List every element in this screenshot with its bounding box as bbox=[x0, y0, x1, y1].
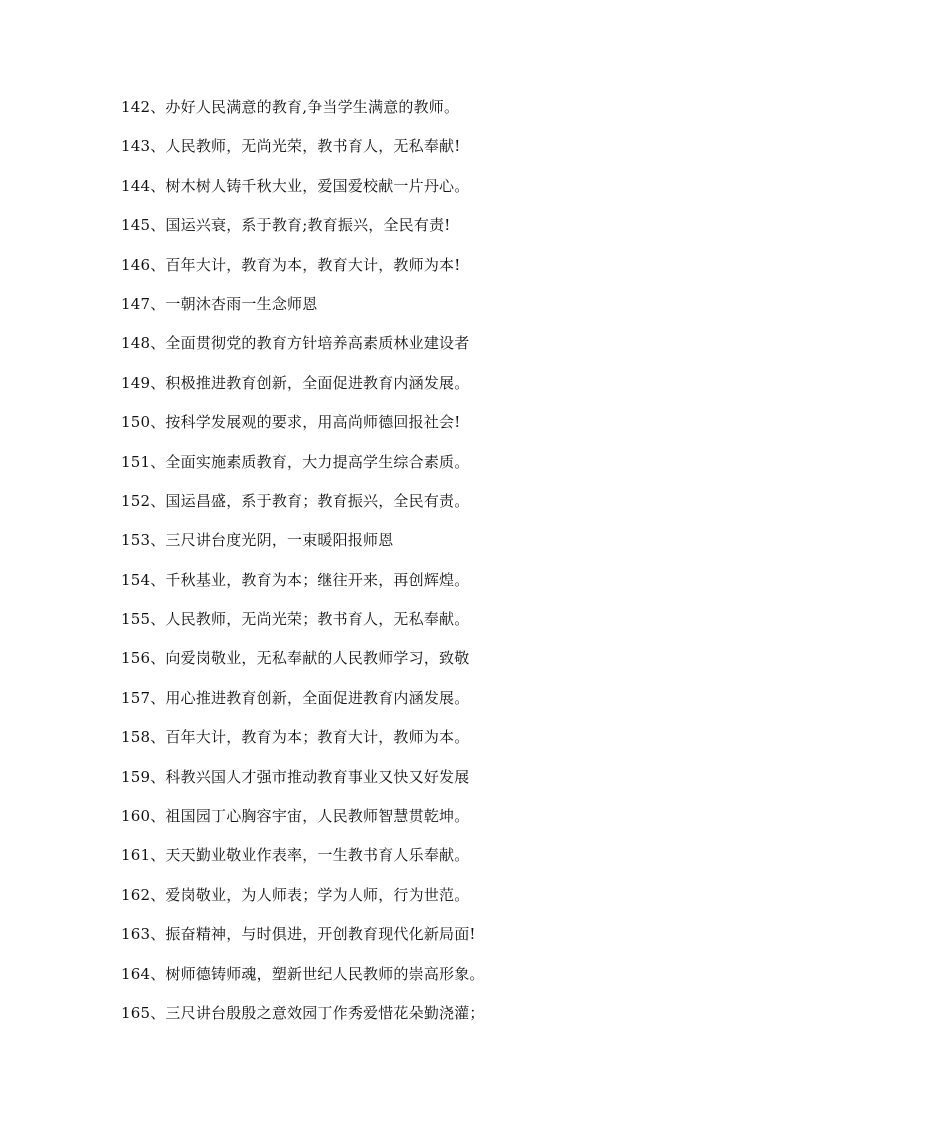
list-item: 142、办好人民满意的教育,争当学生满意的教师。 bbox=[121, 98, 460, 116]
list-item: 147、一朝沐杏雨一生念师恩 bbox=[121, 294, 318, 313]
list-item: 160、祖国园丁心胸容宇宙，人民教师智慧贯乾坤。 bbox=[121, 807, 470, 826]
list-item: 157、用心推进教育创新，全面促进教育内涵发展。 bbox=[121, 688, 470, 707]
list-item: 164、树师德铸师魂，塑新世纪人民教师的崇高形象。 bbox=[121, 964, 485, 983]
list-item: 148、全面贯彻党的教育方针培养高素质林业建设者 bbox=[121, 334, 470, 353]
list-item: 163、振奋精神，与时俱进，开创教育现代化新局面! bbox=[121, 925, 476, 944]
list-item: 162、爱岗敬业，为人师表；学为人师，行为世范。 bbox=[121, 885, 470, 904]
list-item: 152、国运昌盛，系于教育；教育振兴，全民有责。 bbox=[121, 491, 470, 510]
list-item: 149、积极推进教育创新，全面促进教育内涵发展。 bbox=[121, 373, 470, 392]
list-item: 146、百年大计，教育为本，教育大计，教师为本! bbox=[121, 255, 461, 274]
slogan-list bbox=[121, 94, 485, 1039]
list-item: 144、树木树人铸千秋大业，爱国爱校献一片丹心。 bbox=[121, 176, 470, 195]
list-item: 156、向爱岗敬业，无私奉献的人民教师学习，致敬 bbox=[121, 649, 470, 668]
list-item: 153、三尺讲台度光阴，一束暖阳报师恩 bbox=[121, 531, 394, 550]
list-item: 150、按科学发展观的要求，用高尚师德回报社会! bbox=[121, 413, 461, 432]
list-item: 159、科教兴国人才强市推动教育事业又快又好发展 bbox=[121, 767, 470, 786]
list-item: 165、三尺讲台殷殷之意效园丁作秀爱惜花朵勤浇灌； bbox=[121, 1003, 485, 1022]
list-item: 155、人民教师，无尚光荣；教书育人，无私奉献。 bbox=[121, 610, 470, 629]
list-item: 158、百年大计，教育为本；教育大计，教师为本。 bbox=[121, 728, 470, 747]
list-item: 143、人民教师，无尚光荣，教书育人，无私奉献! bbox=[121, 137, 461, 156]
list-item: 161、天天勤业敬业作表率，一生教书育人乐奉献。 bbox=[121, 846, 470, 865]
list-item: 145、国运兴衰，系于教育;教育振兴，全民有责! bbox=[121, 216, 451, 235]
list-item: 151、全面实施素质教育，大力提高学生综合素质。 bbox=[121, 452, 470, 471]
list-item: 154、千秋基业，教育为本；继往开来，再创辉煌。 bbox=[121, 570, 470, 589]
